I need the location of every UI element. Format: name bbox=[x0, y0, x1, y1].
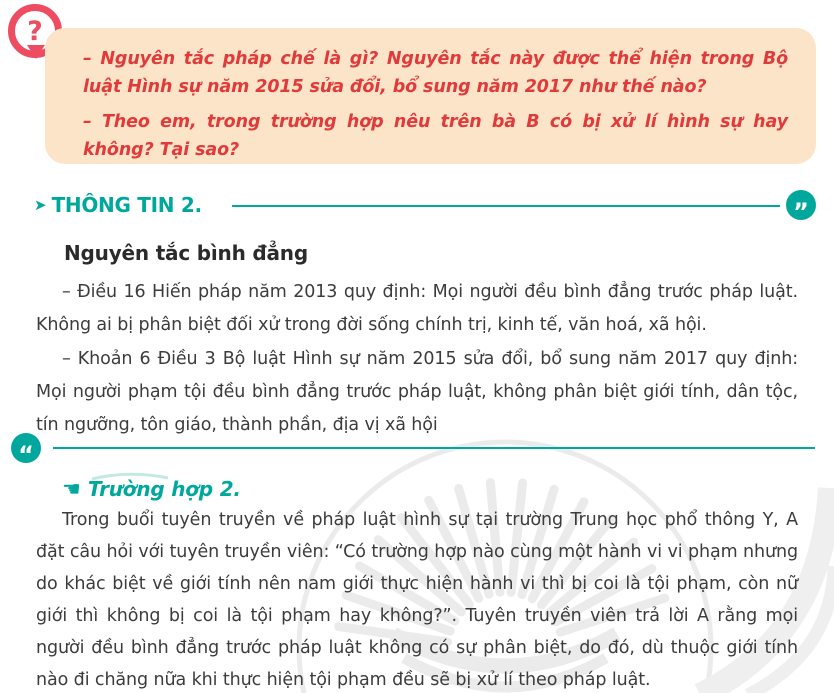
pointing-hand-icon: ☚ bbox=[62, 476, 81, 501]
info-paragraph-2: – Khoản 6 Điều 3 Bộ luật Hình sự năm 2015 sửa đổi, bổ sung năm 2017 quy định: Mọi người phạm tội đều bình đẳng trước pháp luật, không phân biệt giới tính, dân tộc, tín ngưỡng, tôn giáo, thành phần, địa vị xã hội bbox=[36, 349, 798, 435]
case-title: Trường hợp 2. bbox=[87, 477, 241, 501]
question-mark-glyph: ? bbox=[27, 15, 43, 47]
subheading-nguyen-tac-binh-dang: Nguyên tắc bình đẳng bbox=[64, 241, 308, 265]
divider-line-bottom bbox=[53, 447, 815, 449]
quote-divider-row bbox=[11, 433, 815, 463]
question-item-1: – Nguyên tắc pháp chế là gì? Nguyên tắc này được thể hiện trong Bộ luật Hình sự năm 2015 sửa đổi, bổ sung năm 2017 như thế nào? bbox=[83, 49, 788, 97]
info-section-title: THÔNG TIN 2. bbox=[51, 193, 202, 217]
case-paragraph: Trong buổi tuyên truyền về pháp luật hình sự tại trường Trung học phổ thông Y, A đặt câu hỏi với tuyên truyền viên: “Có trường hợp nào cùng một hành vi vi phạm nhưng do khác biệt về giới tính nên nam giới thực hiện hành vi thì bị coi là tội phạm, còn nữ giới thì không bị coi là tội phạm hay không?”. Tuyên truyền viên trả lời A rằng mọi người đều bình đẳng trước pháp luật không có sự phân biệt, do đó, dù thuộc giới tính nào đi chăng nữa khi thực hiện tội phạm đều sẽ bị xử lí theo pháp luật. bbox=[36, 510, 798, 690]
question-box bbox=[45, 28, 816, 164]
arrowhead-icon: ➤ bbox=[34, 195, 47, 214]
info-paragraph-1: – Điều 16 Hiến pháp năm 2013 quy định: Mọi người đều bình đẳng trước pháp luật. Không ai bị phân biệt đối xử trong đời sống chính trị, kinh tế, văn hoá, xã hội. bbox=[36, 282, 798, 335]
closing-quote-icon: ” bbox=[786, 190, 816, 220]
question-item-2: – Theo em, trong trường hợp nêu trên bà B có bị xử lí hình sự hay không? Tại sao? bbox=[83, 112, 788, 160]
case-section-header bbox=[62, 477, 241, 501]
opening-quote-icon: “ bbox=[11, 433, 41, 463]
divider-line-top bbox=[232, 205, 780, 207]
info-section-header bbox=[34, 189, 816, 221]
